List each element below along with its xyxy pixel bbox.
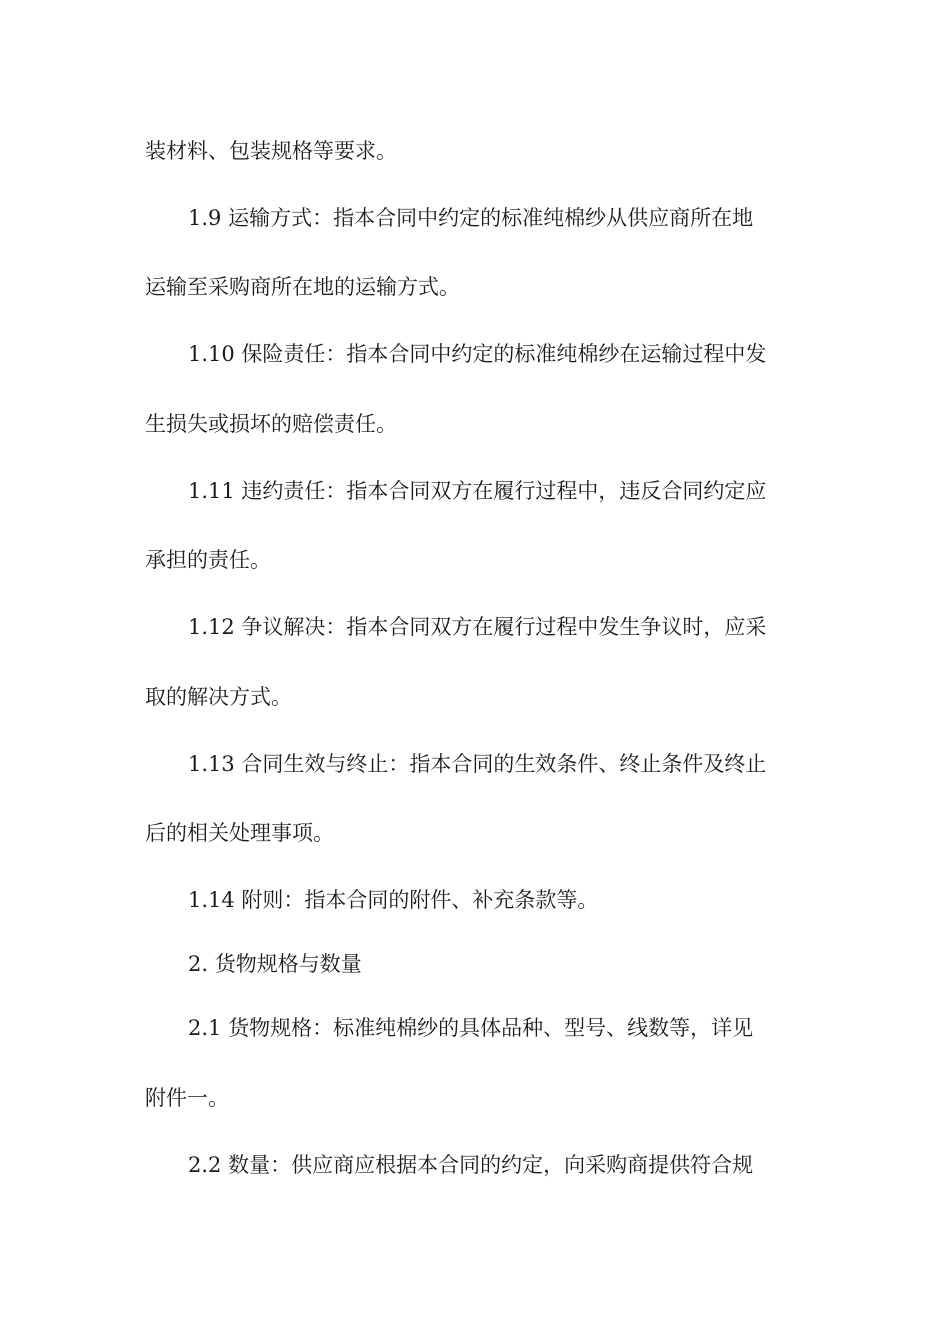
clause-1-14-line: 1.14 附则：指本合同的附件、补充条款等。 <box>188 888 599 912</box>
text-line: 承担的责任。 <box>145 548 271 572</box>
clause-2-2-line: 2.2 数量：供应商应根据本合同的约定，向采购商提供符合规 <box>188 1153 754 1177</box>
clause-1-13-line: 1.13 合同生效与终止：指本合同的生效条件、终止条件及终止 <box>188 752 767 776</box>
clause-2-1-line: 2.1 货物规格：标准纯棉纱的具体品种、型号、线数等，详见 <box>188 1016 754 1040</box>
clause-1-10-line: 1.10 保险责任：指本合同中约定的标准纯棉纱在运输过程中发 <box>188 342 767 366</box>
text-line: 生损失或损坏的赔偿责任。 <box>145 412 397 436</box>
section-2-heading: 2. 货物规格与数量 <box>188 952 362 976</box>
clause-1-11-line: 1.11 违约责任：指本合同双方在履行过程中，违反合同约定应 <box>188 479 767 503</box>
clause-1-9-line: 1.9 运输方式：指本合同中约定的标准纯棉纱从供应商所在地 <box>188 206 754 230</box>
text-line: 装材料、包装规格等要求。 <box>145 139 397 163</box>
text-line: 附件一。 <box>145 1086 229 1110</box>
clause-1-12-line: 1.12 争议解决：指本合同双方在履行过程中发生争议时，应采 <box>188 615 767 639</box>
text-line: 后的相关处理事项。 <box>145 821 334 845</box>
text-line: 运输至采购商所在地的运输方式。 <box>145 275 460 299</box>
text-line: 取的解决方式。 <box>145 685 292 709</box>
